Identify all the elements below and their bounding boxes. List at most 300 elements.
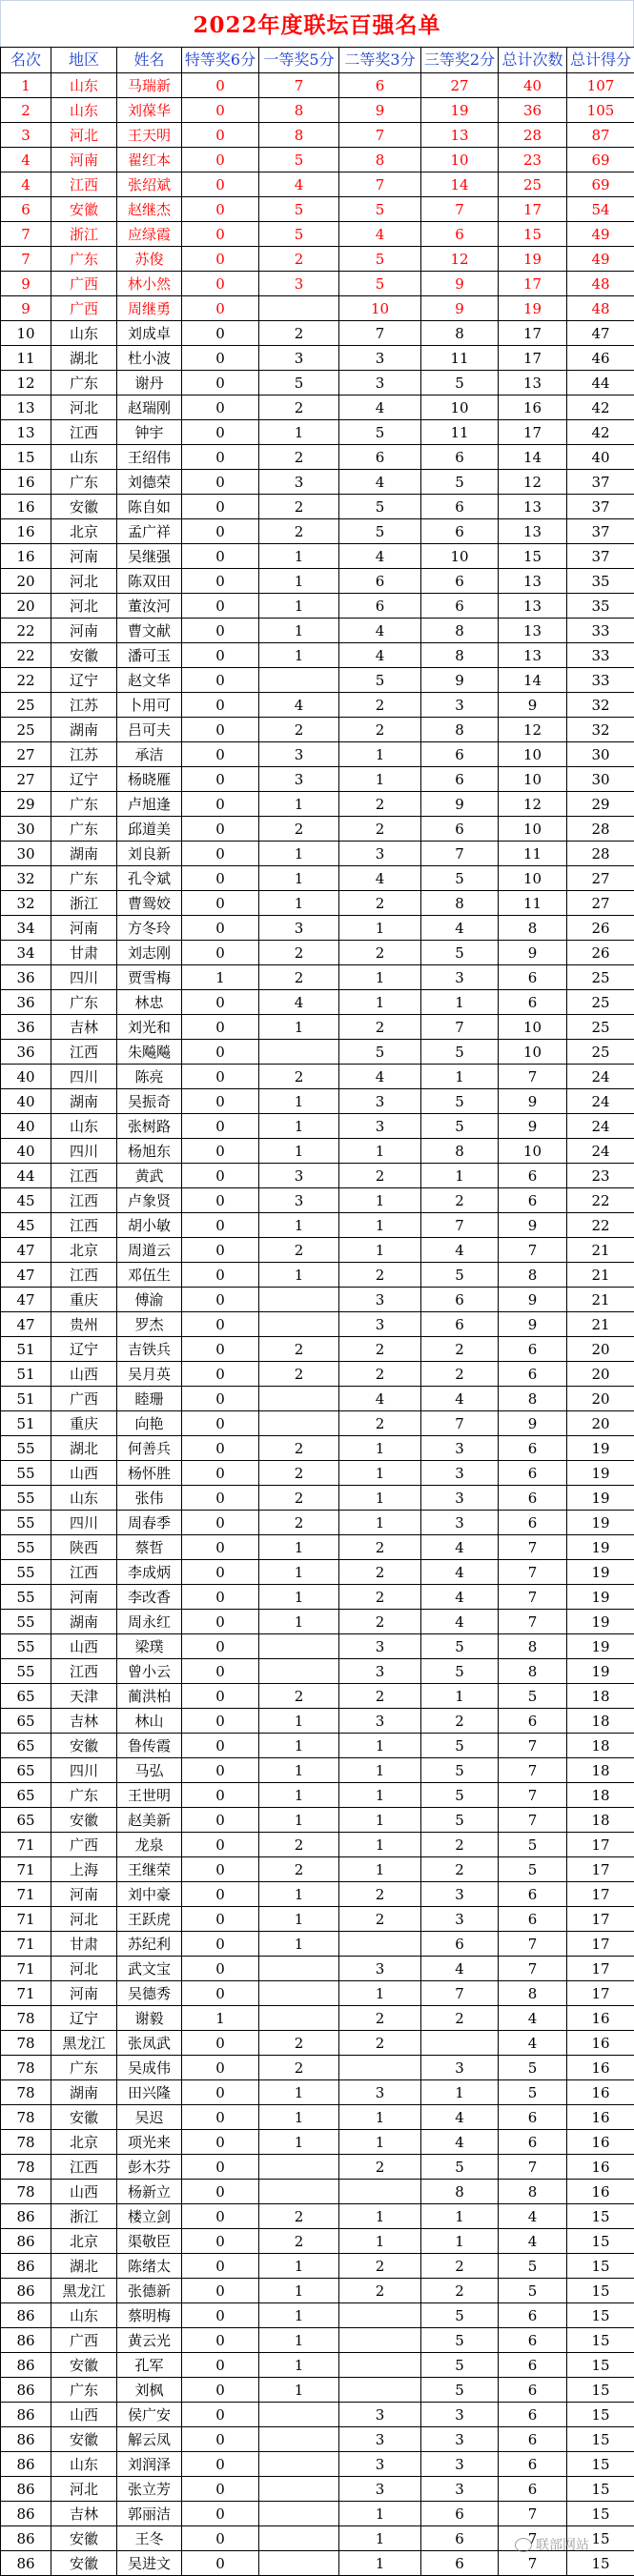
- cell-first-prize: 1: [259, 2353, 339, 2378]
- cell-region: 湖南: [51, 1610, 117, 1634]
- cell-third-prize: 2: [421, 2254, 499, 2279]
- cell-name: 苏俊: [117, 247, 182, 272]
- cell-region: 浙江: [51, 891, 117, 916]
- cell-total-count: 19: [499, 247, 567, 272]
- cell-special-prize: 0: [182, 371, 259, 396]
- cell-rank: 13: [1, 396, 51, 420]
- cell-second-prize: 1: [339, 965, 421, 990]
- cell-total-count: 28: [499, 123, 567, 148]
- cell-name: 项光来: [117, 2130, 182, 2155]
- table-row: [1, 1610, 634, 1634]
- cell-region: 河南: [51, 544, 117, 569]
- cell-special-prize: 0: [182, 1659, 259, 1684]
- cell-first-prize: 1: [259, 643, 339, 668]
- cell-second-prize: [339, 2056, 421, 2080]
- cell-total-score: 37: [567, 470, 634, 495]
- cell-region: 河北: [51, 123, 117, 148]
- cell-region: 河北: [51, 594, 117, 619]
- cell-total-score: 24: [567, 1114, 634, 1139]
- cell-first-prize: 1: [259, 1758, 339, 1783]
- cell-region: 河北: [51, 396, 117, 420]
- cell-third-prize: 8: [421, 643, 499, 668]
- cell-region: 山西: [51, 2403, 117, 2427]
- cell-name: 张绍斌: [117, 172, 182, 197]
- cell-total-count: 6: [499, 2378, 567, 2403]
- cell-region: 重庆: [51, 1411, 117, 1436]
- cell-first-prize: 1: [259, 792, 339, 817]
- cell-rank: 36: [1, 965, 51, 990]
- cell-third-prize: 19: [421, 98, 499, 123]
- table-row: [1, 1337, 634, 1362]
- cell-third-prize: 6: [421, 594, 499, 619]
- table-row: [1, 916, 634, 941]
- cell-total-count: 7: [499, 1238, 567, 1263]
- cell-region: 吉林: [51, 2502, 117, 2526]
- cell-second-prize: 1: [339, 916, 421, 941]
- cell-name: 方冬玲: [117, 916, 182, 941]
- cell-rank: 65: [1, 1783, 51, 1808]
- cell-first-prize: 1: [259, 2105, 339, 2130]
- cell-second-prize: 2: [339, 2031, 421, 2056]
- cell-first-prize: 1: [259, 1114, 339, 1139]
- cell-name: 张凤武: [117, 2031, 182, 2056]
- cell-third-prize: 5: [421, 1263, 499, 1288]
- cell-region: 山西: [51, 1634, 117, 1659]
- header-rank: 名次: [1, 48, 51, 73]
- cell-first-prize: 2: [259, 1337, 339, 1362]
- table-row: [1, 1387, 634, 1411]
- table-row: [1, 965, 634, 990]
- cell-total-count: 6: [499, 1461, 567, 1486]
- cell-name: 杨新立: [117, 2180, 182, 2204]
- cell-first-prize: 2: [259, 1362, 339, 1387]
- cell-region: 甘肃: [51, 941, 117, 965]
- cell-total-count: 9: [499, 1411, 567, 1436]
- cell-rank: 4: [1, 172, 51, 197]
- cell-total-score: 15: [567, 2403, 634, 2427]
- table-row: [1, 98, 634, 123]
- cell-rank: 2: [1, 98, 51, 123]
- cell-second-prize: 1: [339, 1734, 421, 1758]
- cell-name: 赵美新: [117, 1808, 182, 1833]
- cell-rank: 10: [1, 321, 51, 346]
- cell-total-score: 48: [567, 296, 634, 321]
- cell-region: 浙江: [51, 2204, 117, 2229]
- cell-name: 张树路: [117, 1114, 182, 1139]
- cell-second-prize: 4: [339, 222, 421, 247]
- cell-total-count: 7: [499, 1065, 567, 1089]
- cell-total-score: 19: [567, 1511, 634, 1535]
- cell-rank: 65: [1, 1808, 51, 1833]
- cell-second-prize: 1: [339, 2526, 421, 2551]
- cell-rank: 65: [1, 1709, 51, 1734]
- cell-first-prize: [259, 1659, 339, 1684]
- cell-second-prize: 3: [339, 1634, 421, 1659]
- cell-rank: 86: [1, 2452, 51, 2477]
- cell-rank: 40: [1, 1065, 51, 1089]
- cell-total-count: 23: [499, 148, 567, 172]
- cell-total-count: 5: [499, 2080, 567, 2105]
- table-row: [1, 1139, 634, 1164]
- cell-region: 四川: [51, 1139, 117, 1164]
- cell-special-prize: 0: [182, 990, 259, 1015]
- cell-total-count: 6: [499, 1337, 567, 1362]
- table-row: [1, 1065, 634, 1089]
- cell-third-prize: 4: [421, 1957, 499, 1981]
- cell-first-prize: 1: [259, 842, 339, 866]
- cell-region: 北京: [51, 2229, 117, 2254]
- cell-rank: 16: [1, 544, 51, 569]
- table-row: [1, 2080, 634, 2105]
- cell-total-count: 6: [499, 2403, 567, 2427]
- cell-second-prize: 4: [339, 470, 421, 495]
- table-row: [1, 2130, 634, 2155]
- cell-third-prize: 4: [421, 1535, 499, 1560]
- cell-third-prize: 5: [421, 1114, 499, 1139]
- cell-special-prize: 0: [182, 2254, 259, 2279]
- cell-region: 广东: [51, 247, 117, 272]
- cell-name: 蔡明梅: [117, 2303, 182, 2328]
- cell-second-prize: [339, 2180, 421, 2204]
- cell-third-prize: 9: [421, 272, 499, 296]
- cell-second-prize: 3: [339, 1114, 421, 1139]
- cell-name: 孔令斌: [117, 866, 182, 891]
- cell-name: 王世明: [117, 1783, 182, 1808]
- cell-first-prize: 2: [259, 1511, 339, 1535]
- cell-total-score: 19: [567, 1436, 634, 1461]
- cell-name: 承洁: [117, 742, 182, 767]
- cell-total-score: 24: [567, 1089, 634, 1114]
- cell-special-prize: 0: [182, 2229, 259, 2254]
- cell-region: 湖南: [51, 2080, 117, 2105]
- cell-name: 赵瑞刚: [117, 396, 182, 420]
- cell-total-count: 10: [499, 1015, 567, 1040]
- cell-special-prize: 0: [182, 643, 259, 668]
- cell-name: 卢旭逢: [117, 792, 182, 817]
- cell-special-prize: 0: [182, 1857, 259, 1882]
- cell-first-prize: 4: [259, 990, 339, 1015]
- cell-region: 江西: [51, 1263, 117, 1288]
- cell-region: 吉林: [51, 1709, 117, 1734]
- cell-region: 江西: [51, 2155, 117, 2180]
- cell-second-prize: 2: [339, 941, 421, 965]
- cell-total-score: 19: [567, 1610, 634, 1634]
- cell-region: 山东: [51, 2303, 117, 2328]
- cell-third-prize: 6: [421, 1288, 499, 1312]
- cell-special-prize: 0: [182, 296, 259, 321]
- cell-rank: 3: [1, 123, 51, 148]
- table-row: [1, 1436, 634, 1461]
- cell-second-prize: 4: [339, 1065, 421, 1089]
- cell-special-prize: 0: [182, 420, 259, 445]
- cell-second-prize: 3: [339, 842, 421, 866]
- cell-special-prize: 0: [182, 1337, 259, 1362]
- cell-special-prize: 0: [182, 2452, 259, 2477]
- cell-total-score: 19: [567, 1535, 634, 1560]
- cell-special-prize: 0: [182, 148, 259, 172]
- header-second-prize: 二等奖3分: [339, 48, 421, 73]
- cell-special-prize: 0: [182, 1957, 259, 1981]
- cell-name: 黄武: [117, 1164, 182, 1188]
- cell-special-prize: 0: [182, 1808, 259, 1833]
- cell-special-prize: 0: [182, 1610, 259, 1634]
- cell-total-score: 23: [567, 1164, 634, 1188]
- cell-rank: 25: [1, 693, 51, 718]
- cell-region: 湖北: [51, 1436, 117, 1461]
- cell-total-count: 8: [499, 1263, 567, 1288]
- cell-total-count: 9: [499, 1089, 567, 1114]
- table-row: [1, 1932, 634, 1957]
- cell-first-prize: 2: [259, 1461, 339, 1486]
- cell-total-count: 7: [499, 2502, 567, 2526]
- header-region: 地区: [51, 48, 117, 73]
- cell-third-prize: 10: [421, 396, 499, 420]
- cell-total-count: 6: [499, 2427, 567, 2452]
- cell-first-prize: 1: [259, 2080, 339, 2105]
- cell-special-prize: 0: [182, 1238, 259, 1263]
- cell-total-count: 13: [499, 619, 567, 643]
- cell-rank: 86: [1, 2378, 51, 2403]
- cell-name: 朱飚飚: [117, 1040, 182, 1065]
- cell-second-prize: 3: [339, 1288, 421, 1312]
- cell-second-prize: 2: [339, 1907, 421, 1932]
- cell-rank: 16: [1, 495, 51, 519]
- cell-total-count: 7: [499, 1808, 567, 1833]
- cell-total-score: 22: [567, 1188, 634, 1213]
- cell-special-prize: 0: [182, 2427, 259, 2452]
- cell-special-prize: 0: [182, 2303, 259, 2328]
- cell-special-prize: 0: [182, 693, 259, 718]
- cell-special-prize: 0: [182, 2353, 259, 2378]
- cell-total-score: 20: [567, 1337, 634, 1362]
- cell-total-count: 9: [499, 1213, 567, 1238]
- cell-special-prize: 0: [182, 2204, 259, 2229]
- cell-rank: 86: [1, 2254, 51, 2279]
- cell-rank: 55: [1, 1610, 51, 1634]
- cell-name: 刘良新: [117, 842, 182, 866]
- cell-special-prize: 0: [182, 2279, 259, 2303]
- table-row: [1, 866, 634, 891]
- cell-region: 辽宁: [51, 767, 117, 792]
- cell-region: 江西: [51, 1560, 117, 1585]
- cell-region: 北京: [51, 2130, 117, 2155]
- cell-region: 广东: [51, 990, 117, 1015]
- cell-total-count: 6: [499, 2130, 567, 2155]
- table-row: [1, 2204, 634, 2229]
- cell-region: 黑龙江: [51, 2031, 117, 2056]
- cell-rank: 55: [1, 1634, 51, 1659]
- cell-name: 林小然: [117, 272, 182, 296]
- cell-region: 北京: [51, 1238, 117, 1263]
- cell-name: 解云凤: [117, 2427, 182, 2452]
- cell-total-score: 15: [567, 2254, 634, 2279]
- cell-name: 刘中豪: [117, 1882, 182, 1907]
- cell-total-score: 44: [567, 371, 634, 396]
- cell-third-prize: 1: [421, 2204, 499, 2229]
- cell-special-prize: 0: [182, 1362, 259, 1387]
- cell-region: 安徽: [51, 197, 117, 222]
- cell-first-prize: 1: [259, 619, 339, 643]
- header-name: 姓名: [117, 48, 182, 73]
- cell-total-count: 7: [499, 1758, 567, 1783]
- cell-total-score: 15: [567, 2303, 634, 2328]
- cell-total-score: 15: [567, 2477, 634, 2502]
- cell-third-prize: 2: [421, 2006, 499, 2031]
- cell-total-count: 6: [499, 1511, 567, 1535]
- cell-first-prize: [259, 668, 339, 693]
- cell-region: 天津: [51, 1684, 117, 1709]
- table-row: [1, 1882, 634, 1907]
- cell-special-prize: 0: [182, 1139, 259, 1164]
- cell-rank: 30: [1, 842, 51, 866]
- cell-special-prize: 0: [182, 445, 259, 470]
- cell-rank: 36: [1, 1040, 51, 1065]
- table-row: [1, 445, 634, 470]
- cell-second-prize: 2: [339, 1164, 421, 1188]
- cell-third-prize: 6: [421, 1932, 499, 1957]
- cell-name: 卢象贤: [117, 1188, 182, 1213]
- cell-special-prize: 0: [182, 2031, 259, 2056]
- cell-total-score: 21: [567, 1263, 634, 1288]
- cell-total-score: 15: [567, 2427, 634, 2452]
- table-row: [1, 2427, 634, 2452]
- cell-name: 刘葆华: [117, 98, 182, 123]
- cell-special-prize: 0: [182, 123, 259, 148]
- cell-third-prize: 5: [421, 1089, 499, 1114]
- cell-name: 吴德秀: [117, 1981, 182, 2006]
- cell-region: 北京: [51, 519, 117, 544]
- cell-region: 安徽: [51, 1734, 117, 1758]
- cell-rank: 15: [1, 445, 51, 470]
- cell-first-prize: 1: [259, 2303, 339, 2328]
- cell-name: 吴继强: [117, 544, 182, 569]
- cell-special-prize: 0: [182, 1188, 259, 1213]
- cell-third-prize: 1: [421, 1065, 499, 1089]
- cell-rank: 47: [1, 1312, 51, 1337]
- cell-name: 黄云光: [117, 2328, 182, 2353]
- cell-name: 贾雪梅: [117, 965, 182, 990]
- cell-second-prize: [339, 2353, 421, 2378]
- cell-name: 吴月英: [117, 1362, 182, 1387]
- cell-rank: 86: [1, 2303, 51, 2328]
- cell-total-count: 7: [499, 2526, 567, 2551]
- cell-name: 傅渝: [117, 1288, 182, 1312]
- cell-total-score: 16: [567, 2031, 634, 2056]
- cell-first-prize: 1: [259, 1213, 339, 1238]
- cell-total-score: 22: [567, 1213, 634, 1238]
- cell-second-prize: 1: [339, 990, 421, 1015]
- cell-rank: 86: [1, 2229, 51, 2254]
- table-row: [1, 2353, 634, 2378]
- cell-region: 上海: [51, 1857, 117, 1882]
- cell-total-count: 6: [499, 2303, 567, 2328]
- cell-third-prize: 1: [421, 2229, 499, 2254]
- cell-region: 山东: [51, 1486, 117, 1511]
- cell-region: 辽宁: [51, 668, 117, 693]
- cell-third-prize: 27: [421, 73, 499, 98]
- cell-second-prize: 3: [339, 1709, 421, 1734]
- cell-rank: 86: [1, 2502, 51, 2526]
- cell-region: 河南: [51, 619, 117, 643]
- cell-total-score: 35: [567, 594, 634, 619]
- cell-third-prize: 6: [421, 495, 499, 519]
- cell-region: 贵州: [51, 1312, 117, 1337]
- table-row: [1, 396, 634, 420]
- table-row: [1, 1089, 634, 1114]
- cell-special-prize: 0: [182, 1312, 259, 1337]
- cell-third-prize: 3: [421, 2427, 499, 2452]
- cell-total-score: 37: [567, 519, 634, 544]
- cell-special-prize: 0: [182, 1288, 259, 1312]
- cell-first-prize: 2: [259, 965, 339, 990]
- cell-total-count: 13: [499, 569, 567, 594]
- cell-special-prize: 0: [182, 916, 259, 941]
- cell-first-prize: 2: [259, 1857, 339, 1882]
- cell-total-score: 48: [567, 272, 634, 296]
- cell-total-score: 17: [567, 1981, 634, 2006]
- cell-region: 江苏: [51, 693, 117, 718]
- cell-total-score: 30: [567, 742, 634, 767]
- cell-second-prize: 2: [339, 1610, 421, 1634]
- cell-third-prize: 12: [421, 247, 499, 272]
- table-row: [1, 2477, 634, 2502]
- cell-second-prize: 4: [339, 396, 421, 420]
- cell-name: 周春季: [117, 1511, 182, 1535]
- cell-rank: 78: [1, 2105, 51, 2130]
- cell-name: 杨怀胜: [117, 1461, 182, 1486]
- cell-rank: 47: [1, 1238, 51, 1263]
- cell-special-prize: 0: [182, 544, 259, 569]
- cell-first-prize: 3: [259, 272, 339, 296]
- cell-second-prize: 2: [339, 1684, 421, 1709]
- cell-first-prize: [259, 2502, 339, 2526]
- cell-region: 湖北: [51, 2254, 117, 2279]
- cell-first-prize: [259, 2526, 339, 2551]
- cell-total-count: 12: [499, 792, 567, 817]
- cell-region: 山东: [51, 98, 117, 123]
- cell-rank: 36: [1, 990, 51, 1015]
- cell-name: 渠敬臣: [117, 2229, 182, 2254]
- cell-total-count: 8: [499, 916, 567, 941]
- cell-first-prize: 3: [259, 916, 339, 941]
- cell-first-prize: 3: [259, 1164, 339, 1188]
- cell-first-prize: 2: [259, 718, 339, 742]
- cell-second-prize: 7: [339, 123, 421, 148]
- cell-third-prize: 6: [421, 817, 499, 842]
- cell-name: 董汝河: [117, 594, 182, 619]
- cell-total-count: 5: [499, 1857, 567, 1882]
- cell-total-count: 17: [499, 346, 567, 371]
- cell-name: 马弘: [117, 1758, 182, 1783]
- cell-total-score: 16: [567, 2180, 634, 2204]
- table-row: [1, 346, 634, 371]
- table-row: [1, 2551, 634, 2576]
- cell-second-prize: 10: [339, 296, 421, 321]
- cell-total-score: 15: [567, 2328, 634, 2353]
- cell-rank: 65: [1, 1758, 51, 1783]
- cell-special-prize: 0: [182, 2526, 259, 2551]
- cell-region: 广东: [51, 792, 117, 817]
- cell-total-count: 10: [499, 817, 567, 842]
- cell-total-count: 9: [499, 1288, 567, 1312]
- cell-special-prize: 0: [182, 2155, 259, 2180]
- cell-region: 江西: [51, 172, 117, 197]
- cell-rank: 22: [1, 619, 51, 643]
- cell-region: 广东: [51, 371, 117, 396]
- cell-total-count: 7: [499, 1734, 567, 1758]
- cell-rank: 40: [1, 1139, 51, 1164]
- cell-special-prize: 0: [182, 1734, 259, 1758]
